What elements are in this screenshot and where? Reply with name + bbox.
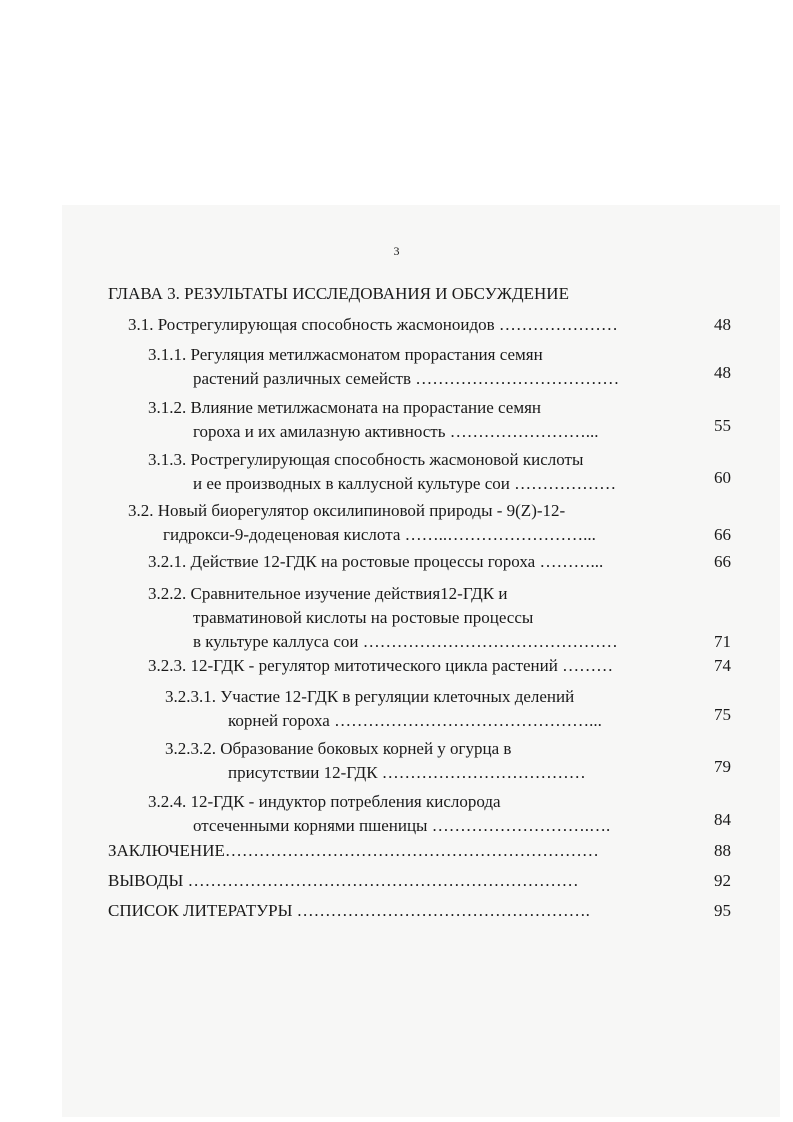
chapter-heading: ГЛАВА 3. РЕЗУЛЬТАТЫ ИССЛЕДОВАНИЯ И ОБСУЖДЕНИЕ [108,284,569,303]
toc-entry-page: 95 [714,901,731,920]
toc-entry-title: 3.2.2. Сравнительное изучение действия12-ГДК и [148,584,508,603]
toc-entry-title-continued: гороха и их амилазную активность ……………………... [193,422,599,441]
toc-entry-page: 75 [714,705,731,724]
toc-entry-title: 3.1.1. Регуляция метилжасмонатом прорастания семян [148,345,543,364]
toc-entry-3-2-3-1 [165,685,731,733]
toc-entry-title: СПИСОК ЛИТЕРАТУРЫ ……………………………………………. [108,901,590,920]
toc-entry-3-2-3 [148,654,731,678]
toc-entry-references [108,899,731,923]
toc-entry-page: 48 [714,315,731,334]
toc-entry-title-continued: отсеченными корнями пшеницы ……………………….…. [193,816,611,835]
toc-entry-title: 3.2.3. 12-ГДК - регулятор митотического цикла растений ……… [148,656,614,675]
toc-entry-3-2 [128,499,731,547]
toc-entry-page: 79 [714,757,731,776]
toc-entry-3-1 [128,313,731,337]
toc-entry-title: 3.2.3.2. Образование боковых корней у огурца в [165,739,512,758]
toc-entry-title: ЗАКЛЮЧЕНИЕ………………………………………………………… [108,841,599,860]
toc-entry-page: 92 [714,871,731,890]
toc-entry-findings [108,869,731,893]
toc-entry-3-2-4 [148,790,731,838]
toc-entry-3-2-1 [148,550,731,574]
toc-entry-3-2-3-2 [165,737,731,785]
toc-entry-page: 48 [714,363,731,382]
toc-entry-title-continued: корней гороха ………………………………………... [228,711,602,730]
toc-entry-title: 3.2.3.1. Участие 12-ГДК в регуляции клеточных делений [165,687,575,706]
toc-entry-page: 88 [714,841,731,860]
toc-entry-page: 74 [714,656,731,675]
toc-entry-title-continued: растений различных семейств ……………………………… [193,369,620,388]
toc-entry-title-continued: и ее производных в каллусной культуре сои ……………… [193,474,617,493]
toc-entry-title-continued: гидрокси-9-додеценовая кислота ……..……………………... [163,525,596,544]
toc-entry-title: 3.2.1. Действие 12-ГДК на ростовые процессы гороха ………... [148,552,604,571]
toc-entry-3-1-3 [148,448,731,496]
toc-entry-title: 3.2.4. 12-ГДК - индуктор потребления кислорода [148,792,501,811]
toc-entry-conclusion [108,839,731,863]
toc-entry-page: 66 [714,525,731,544]
toc-entry-title: 3.1.2. Влияние метилжасмоната на прорастание семян [148,398,542,417]
toc-entry-page: 60 [714,468,731,487]
toc-entry-title-continued: в культуре каллуса сои ……………………………………… [193,632,618,651]
toc-entry-title: 3.1. Рострегулирующая способность жасмоноидов ………………… [128,315,618,334]
toc-entry-page: 71 [714,632,731,651]
toc-entry-page: 84 [714,810,731,829]
toc-entry-title-continued: присутствии 12-ГДК ……………………………… [228,763,586,782]
toc-entry-3-1-2 [148,396,731,444]
toc-entry-3-1-1 [148,343,731,391]
toc-entry-page: 55 [714,416,731,435]
toc-entry-title-continued: травматиновой кислоты на ростовые процессы [193,608,534,627]
toc-entry-page: 66 [714,552,731,571]
toc-entry-3-2-2 [148,582,731,654]
page-number: 3 [393,244,400,258]
toc-entry-title: 3.1.3. Рострегулирующая способность жасмоновой кислоты [148,450,584,469]
toc-entry-title: 3.2. Новый биорегулятор оксилипиновой природы - 9(Z)-12- [128,501,566,520]
toc-entry-title: ВЫВОДЫ …………………………………………………………… [108,871,579,890]
